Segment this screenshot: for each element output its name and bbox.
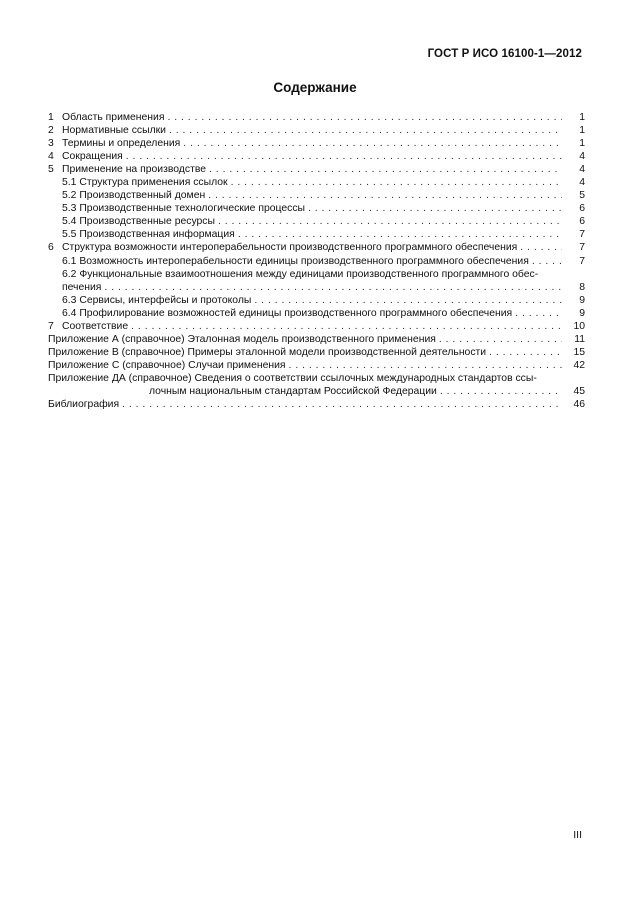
toc-entry-5[interactable] bbox=[48, 163, 585, 176]
toc-entry-text-continuation: лочным национальным стандартам Российской Федерации bbox=[149, 385, 437, 397]
toc-entry-page: 6 bbox=[579, 216, 585, 228]
toc-title: Содержание bbox=[273, 80, 357, 95]
toc-entry-page: 7 bbox=[579, 255, 585, 267]
toc-entry-page: 4 bbox=[579, 177, 585, 189]
leader-dots bbox=[104, 281, 562, 294]
toc-entry-7[interactable] bbox=[48, 320, 585, 333]
toc-entry-page: 8 bbox=[579, 281, 585, 293]
toc-entry-appendix-da[interactable] bbox=[48, 372, 585, 385]
leader-dots bbox=[520, 241, 562, 254]
leader-dots bbox=[532, 255, 562, 268]
toc-entry-number: 6 bbox=[48, 242, 54, 254]
toc-entry-page: 1 bbox=[579, 112, 585, 123]
toc-entry-4[interactable] bbox=[48, 150, 585, 163]
leader-dots bbox=[308, 202, 562, 215]
toc-entry-text: 6.3 Сервисы, интерфейсы и протоколы bbox=[62, 294, 252, 306]
toc-entry-appendix-c[interactable] bbox=[48, 359, 585, 372]
table-of-contents bbox=[48, 111, 585, 411]
toc-entry-page: 15 bbox=[573, 346, 585, 358]
toc-entry-text: Приложение А (справочное) Эталонная модель производственного применения bbox=[48, 333, 436, 345]
toc-entry-page: 9 bbox=[579, 307, 585, 319]
leader-dots bbox=[209, 163, 562, 176]
toc-entry-page: 45 bbox=[573, 385, 585, 397]
leader-dots bbox=[208, 189, 562, 202]
toc-entry-text: Приложение В (справочное) Примеры эталонной модели производственной деятельности bbox=[48, 346, 487, 358]
toc-entry-text-continuation: печения bbox=[62, 281, 102, 293]
toc-entry-appendix-b[interactable] bbox=[48, 346, 585, 359]
toc-entry-page: 5 bbox=[579, 190, 585, 202]
leader-dots bbox=[238, 228, 562, 241]
toc-entry-number: 7 bbox=[48, 320, 54, 332]
toc-entry-text: 6.4 Профилирование возможностей единицы производственного программного обеспечения bbox=[62, 307, 513, 319]
toc-entry-text: Приложение С (справочное) Случаи применения bbox=[48, 359, 286, 371]
toc-entry-text: Приложение ДА (справочное) Сведения о соответствии ссылочных международных стандартов ссы- bbox=[48, 372, 537, 384]
leader-dots bbox=[169, 124, 562, 137]
leader-dots bbox=[289, 359, 562, 372]
toc-entry-text: 6.1 Возможность интероперабельности единицы производственного программного обеспечения bbox=[62, 255, 529, 267]
toc-entry-number: 4 bbox=[48, 151, 54, 163]
toc-entry-text: Область применения bbox=[62, 112, 165, 123]
toc-entry-6-4[interactable] bbox=[48, 307, 585, 320]
toc-entry-6-2[interactable] bbox=[48, 268, 585, 281]
toc-entry-6-3[interactable] bbox=[48, 294, 585, 307]
toc-entry-page: 9 bbox=[579, 294, 585, 306]
toc-entry-text: 5.1 Структура применения ссылок bbox=[62, 177, 228, 189]
toc-entry-page: 4 bbox=[579, 151, 585, 163]
leader-dots bbox=[183, 137, 562, 150]
toc-entry-text: Сокращения bbox=[62, 151, 123, 163]
toc-entry-5-1[interactable] bbox=[48, 176, 585, 189]
toc-entry-number: 5 bbox=[48, 164, 54, 176]
toc-entry-5-5[interactable] bbox=[48, 228, 585, 241]
toc-entry-page: 6 bbox=[579, 203, 585, 215]
toc-entry-page: 7 bbox=[579, 242, 585, 254]
toc-entry-number: 3 bbox=[48, 138, 54, 150]
leader-dots bbox=[515, 307, 562, 320]
leader-dots bbox=[439, 333, 562, 346]
toc-entry-text: Термины и определения bbox=[62, 138, 181, 150]
toc-entry-text: 6.2 Функциональные взаимоотношения между единицами производственного программного обес- bbox=[62, 268, 539, 280]
toc-entry-6-2-continuation[interactable] bbox=[48, 281, 585, 294]
toc-entry-3[interactable] bbox=[48, 137, 585, 150]
toc-entry-text: 5.4 Производственные ресурсы bbox=[62, 216, 215, 228]
toc-entry-5-4[interactable] bbox=[48, 215, 585, 228]
leader-dots bbox=[231, 176, 562, 189]
toc-entry-text: 5.5 Производственная информация bbox=[62, 229, 235, 241]
toc-entry-page: 10 bbox=[573, 320, 585, 332]
toc-entry-6[interactable] bbox=[48, 241, 585, 254]
toc-entry-text: Применение на производстве bbox=[62, 164, 207, 176]
toc-entry-text: Структура возможности интероперабельности производственного программного обеспечения bbox=[62, 242, 518, 254]
toc-entry-5-2[interactable] bbox=[48, 189, 585, 202]
leader-dots bbox=[126, 150, 562, 163]
toc-entry-page: 1 bbox=[579, 138, 585, 150]
toc-entry-text: 5.2 Производственный домен bbox=[62, 190, 206, 202]
toc-entry-2[interactable] bbox=[48, 124, 585, 137]
toc-entry-text: 5.3 Производственные технологические процессы bbox=[62, 203, 305, 215]
toc-entry-appendix-a[interactable] bbox=[48, 333, 585, 346]
toc-entry-1[interactable] bbox=[48, 111, 585, 124]
leader-dots bbox=[440, 385, 562, 398]
leader-dots bbox=[131, 320, 562, 333]
toc-entry-text: Нормативные ссылки bbox=[62, 125, 166, 137]
leader-dots bbox=[167, 111, 562, 124]
leader-dots bbox=[218, 215, 562, 228]
leader-dots bbox=[122, 398, 562, 411]
toc-entry-page: 1 bbox=[579, 125, 585, 137]
leader-dots bbox=[489, 346, 562, 359]
toc-entry-6-1[interactable] bbox=[48, 255, 585, 268]
toc-entry-bibliography[interactable] bbox=[48, 398, 585, 411]
toc-entry-5-3[interactable] bbox=[48, 202, 585, 215]
toc-entry-page: 46 bbox=[573, 399, 585, 411]
leader-dots bbox=[254, 294, 562, 307]
document-id: ГОСТ Р ИСО 16100-1—2012 bbox=[427, 48, 582, 60]
toc-entry-number: 1 bbox=[48, 112, 54, 123]
toc-entry-appendix-da-continuation[interactable] bbox=[48, 385, 585, 398]
toc-entry-text: Соответствие bbox=[62, 320, 129, 332]
toc-entry-number: 2 bbox=[48, 125, 54, 137]
toc-entry-page: 4 bbox=[579, 164, 585, 176]
page-number: III bbox=[573, 829, 582, 841]
toc-entry-page: 7 bbox=[579, 229, 585, 241]
toc-entry-page: 11 bbox=[574, 333, 585, 345]
toc-entry-text: Библиография bbox=[48, 399, 120, 411]
toc-entry-page: 42 bbox=[573, 359, 585, 371]
